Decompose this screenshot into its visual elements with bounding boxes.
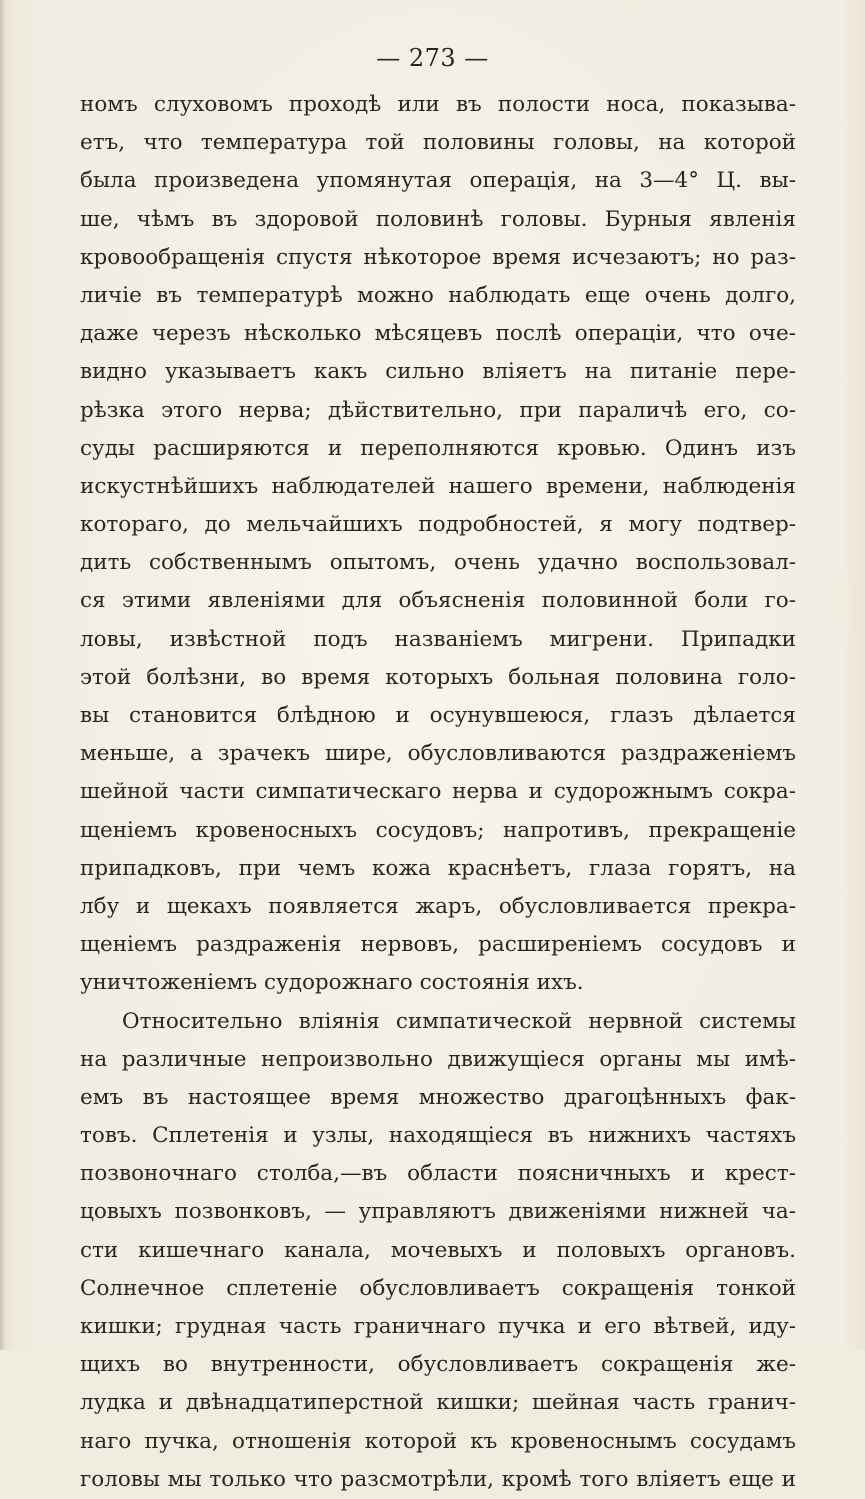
text-line: ше, чѣмъ въ здоровой половинѣ головы. Бурныя явленія (80, 206, 796, 232)
text-line: видно указываетъ какъ сильно вліяетъ на питаніе пере- (80, 359, 796, 385)
text-line: дить собственнымъ опытомъ, очень удачно воспользовал- (80, 550, 796, 576)
text-line: ся этими явленіями для объясненія половинной боли го- (80, 588, 796, 614)
page-edge-shadow (0, 0, 6, 1350)
page-number: — 273 — (376, 44, 489, 72)
text-line: уничтоженіемъ судорожнаго состоянія ихъ. (80, 970, 584, 996)
text-line: Относительно вліянія симпатической нервной системы (122, 1008, 796, 1034)
text-line: лбу и щекахъ появляется жаръ, обусловливается прекра- (80, 893, 796, 919)
text-line: номъ слуховомъ проходѣ или въ полости носа, показыва- (80, 92, 796, 117)
text-line: искустнѣйшихъ наблюдателей нашего времени, наблюденія (80, 473, 796, 499)
text-line: щеніемъ кровеносныхъ сосудовъ; напротивъ, прекращеніе (80, 817, 796, 843)
text-line: ловы, извѣстной подъ названіемъ мигрени. Припадки (80, 626, 796, 652)
text-line: лудка и двѣнадцатиперстной кишки; шейная часть гранич- (80, 1390, 796, 1416)
text-line: кишки; грудная часть граничнаго пучка и его вѣтвей, иду- (80, 1314, 796, 1339)
text-line: суды расширяются и переполняются кровью. Одинъ изъ (80, 435, 796, 461)
text-line: рѣзка этого нерва; дѣйствительно, при параличѣ его, со- (80, 397, 796, 423)
text-line: сти кишечнаго канала, мочевыхъ и половыхъ органовъ. (80, 1237, 796, 1263)
text-line: была произведена упомянутая операція, на 3—4° Ц. вы- (80, 168, 796, 194)
text-line: наго пучка, отношенія которой къ кровеноснымъ сосудамъ (80, 1428, 796, 1454)
body-text (80, 86, 796, 1499)
text-line: етъ, что температура той половины головы, на которой (80, 130, 796, 156)
text-line: вы становится блѣдною и осунувшеюся, глазъ дѣлается (80, 703, 796, 728)
text-line: этой болѣзни, во время которыхъ больная половина голо- (80, 664, 796, 690)
text-line: даже черезъ нѣсколько мѣсяцевъ послѣ операціи, что оче- (80, 321, 796, 347)
paragraph-1 (80, 86, 796, 1003)
text-line: на различные непроизвольно движущіеся органы мы имѣ- (80, 1046, 796, 1072)
text-line: шейной части симпатическаго нерва и судорожнымъ сокра- (80, 779, 796, 805)
text-line: личіе въ температурѣ можно наблюдать еще очень долго, (80, 282, 796, 308)
text-line: котораго, до мельчайшихъ подробностей, я могу подтвер- (80, 512, 796, 538)
text-line: кровообращенія спустя нѣкоторое время исчезаютъ; но раз- (80, 244, 796, 270)
text-line: припадковъ, при чемъ кожа краснѣетъ, глаза горятъ, на (80, 855, 796, 881)
text-line: меньше, а зрачекъ шире, обусловливаются раздраженіемъ (80, 741, 796, 767)
text-line: позвоночнаго столба,—въ области поясничныхъ и крест- (80, 1161, 796, 1187)
text-line: Солнечное сплетеніе обусловливаетъ сокращенія тонкой (80, 1275, 796, 1301)
text-line: цовыхъ позвонковъ, — управляютъ движеніями нижней ча- (80, 1199, 796, 1225)
paragraph-2 (80, 1003, 796, 1499)
text-line: щихъ во внутренности, обусловливаетъ сокращенія же- (80, 1352, 796, 1378)
text-line: емъ въ настоящее время множество драгоцѣнныхъ фак- (80, 1084, 796, 1110)
text-line: щеніемъ раздраженія нервовъ, расширеніемъ сосудовъ и (80, 932, 796, 958)
text-line: товъ. Сплетенія и узлы, находящіеся въ нижнихъ частяхъ (80, 1123, 796, 1149)
text-line: головы мы только что разсмотрѣли, кромѣ того вліяетъ еще и (80, 1466, 796, 1492)
